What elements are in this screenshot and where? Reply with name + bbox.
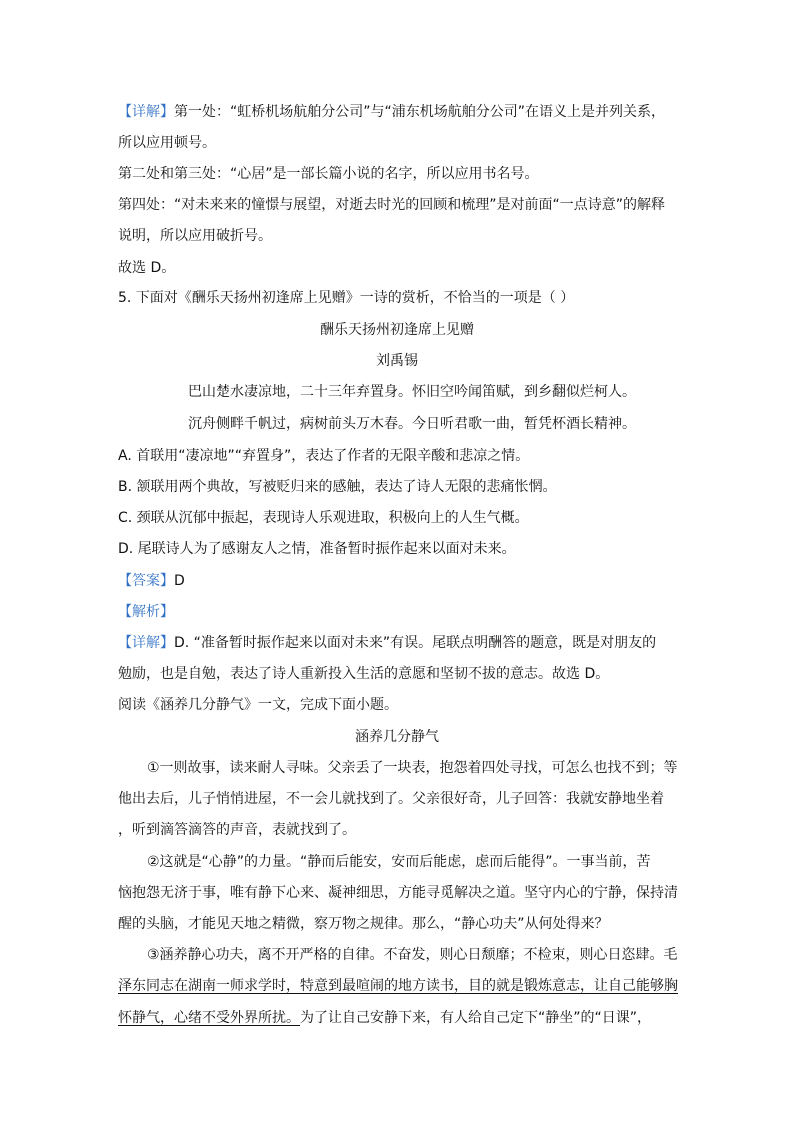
- answer-tag: 【答案】: [118, 573, 174, 589]
- poem-title: 酬乐天扬州初逢席上见赠: [320, 322, 474, 338]
- option-d: D. 尾联诗人为了感谢友人之情，准备暂时振作起来以面对未来。: [118, 541, 516, 557]
- article-p1-line-1: ①一则故事，读来耐人寻味。父亲丢了一块表，抱怨着四处寻找，可怎么也找不到；等: [147, 760, 678, 776]
- question-5: 5. 下面对《酬乐天扬州初逢席上见赠》一诗的赏析，不恰当的一项是（ ）: [118, 290, 575, 306]
- poem-line-1: 巴山楚水凄凉地，二十三年弃置身。怀旧空吟闻笛赋，到乡翻似烂柯人。: [188, 384, 636, 400]
- detail-text: D. “准备暂时振作起来以面对未来”有误。尾联点明酬答的题意，既是对朋友的: [174, 635, 657, 651]
- detail-paragraph-2: 第二处和第三处：“心居”是一部长篇小说的名字，所以应用书名号。: [118, 166, 539, 182]
- article-p2-line-2: 恼抱怨无济于事，唯有静下心来、凝神细思，方能寻觅解决之道。坚守内心的宁静，保持清: [118, 885, 678, 901]
- detail-tag: 【详解】: [118, 635, 174, 651]
- option-c: C. 颈联从沉郁中振起，表现诗人乐观进取，积极向上的人生气概。: [118, 510, 529, 526]
- detail-paragraph-4: [118, 633, 656, 653]
- poem-line-2: 沉舟侧畔千帆过，病树前头万木春。今日听君歌一曲，暂凭杯酒长精神。: [188, 416, 636, 432]
- option-b: B. 颔联用两个典故，写被贬归来的感触，表达了诗人无限的悲痛怅惘。: [118, 479, 557, 495]
- option-a: A. 首联用“凄凉地”“弃置身”，表达了作者的无限辛酸和悲凉之情。: [118, 448, 530, 464]
- article-p3-line-1: ③涵养静心功夫，离不开严格的自律。不奋发，则心日颓靡；不检束，则心日恣肆。毛: [147, 947, 678, 963]
- article-p2-line-3: 醒的头脑，才能见天地之精微，察万物之规律。那么，“静心功夫”从何处得来？: [118, 916, 609, 932]
- detail-text: 第一处：“虹桥机场航舶分公司”与“浦东机场航舶分公司”在语义上是并列关系，: [174, 104, 666, 120]
- poem-author: 刘禹锡: [376, 353, 418, 369]
- detail-paragraph-3-cont: 说明，所以应用破折号。: [118, 228, 272, 244]
- article-p3-line-3: [118, 1008, 651, 1028]
- answer-line: [118, 571, 185, 591]
- underlined-text: 怀静气，心绪不受外界所扰。: [118, 1010, 300, 1026]
- analysis-tag: 【解析】: [118, 604, 174, 620]
- detail-tag: 【详解】: [118, 104, 174, 120]
- detail-paragraph-4-cont: 勉励，也是自勉，表达了诗人重新投入生活的意愿和坚韧不拔的意志。故选 D。: [118, 666, 610, 682]
- detail-paragraph-1: [118, 102, 665, 122]
- article-p3-line-2: 泽东同志在湖南一师求学时，特意到最喧闹的地方读书，目的就是锻炼意志，让自己能够胸: [118, 978, 678, 994]
- detail-paragraph-3: 第四处：“对未来来的憧憬与展望，对逝去时光的回顾和梳理”是对前面“一点诗意”的解释: [118, 197, 666, 213]
- choose-answer-1: 故选 D。: [118, 260, 176, 276]
- detail-paragraph-1-cont: 所以应用顿号。: [118, 135, 216, 151]
- article-p1-line-2: 他出去后，儿子悄悄进屋，不一会儿就找到了。父亲很好奇，儿子回答：我就安静地坐着: [118, 791, 664, 807]
- article-title: 涵养几分静气: [355, 729, 439, 745]
- article-p1-line-3: ，听到滴答滴答的声音，表就找到了。: [118, 822, 356, 838]
- body-text: 为了让自己安静下来，有人给自己定下“静坐”的“日课”，: [300, 1010, 652, 1026]
- reading-intro: 阅读《涵养几分静气》一文，完成下面小题。: [118, 697, 398, 713]
- answer-value: D: [174, 573, 185, 589]
- article-p2-line-1: ②这就是“心静”的力量。“静而后能安，安而后能虑，虑而后能得”。一事当前，苦: [147, 854, 651, 870]
